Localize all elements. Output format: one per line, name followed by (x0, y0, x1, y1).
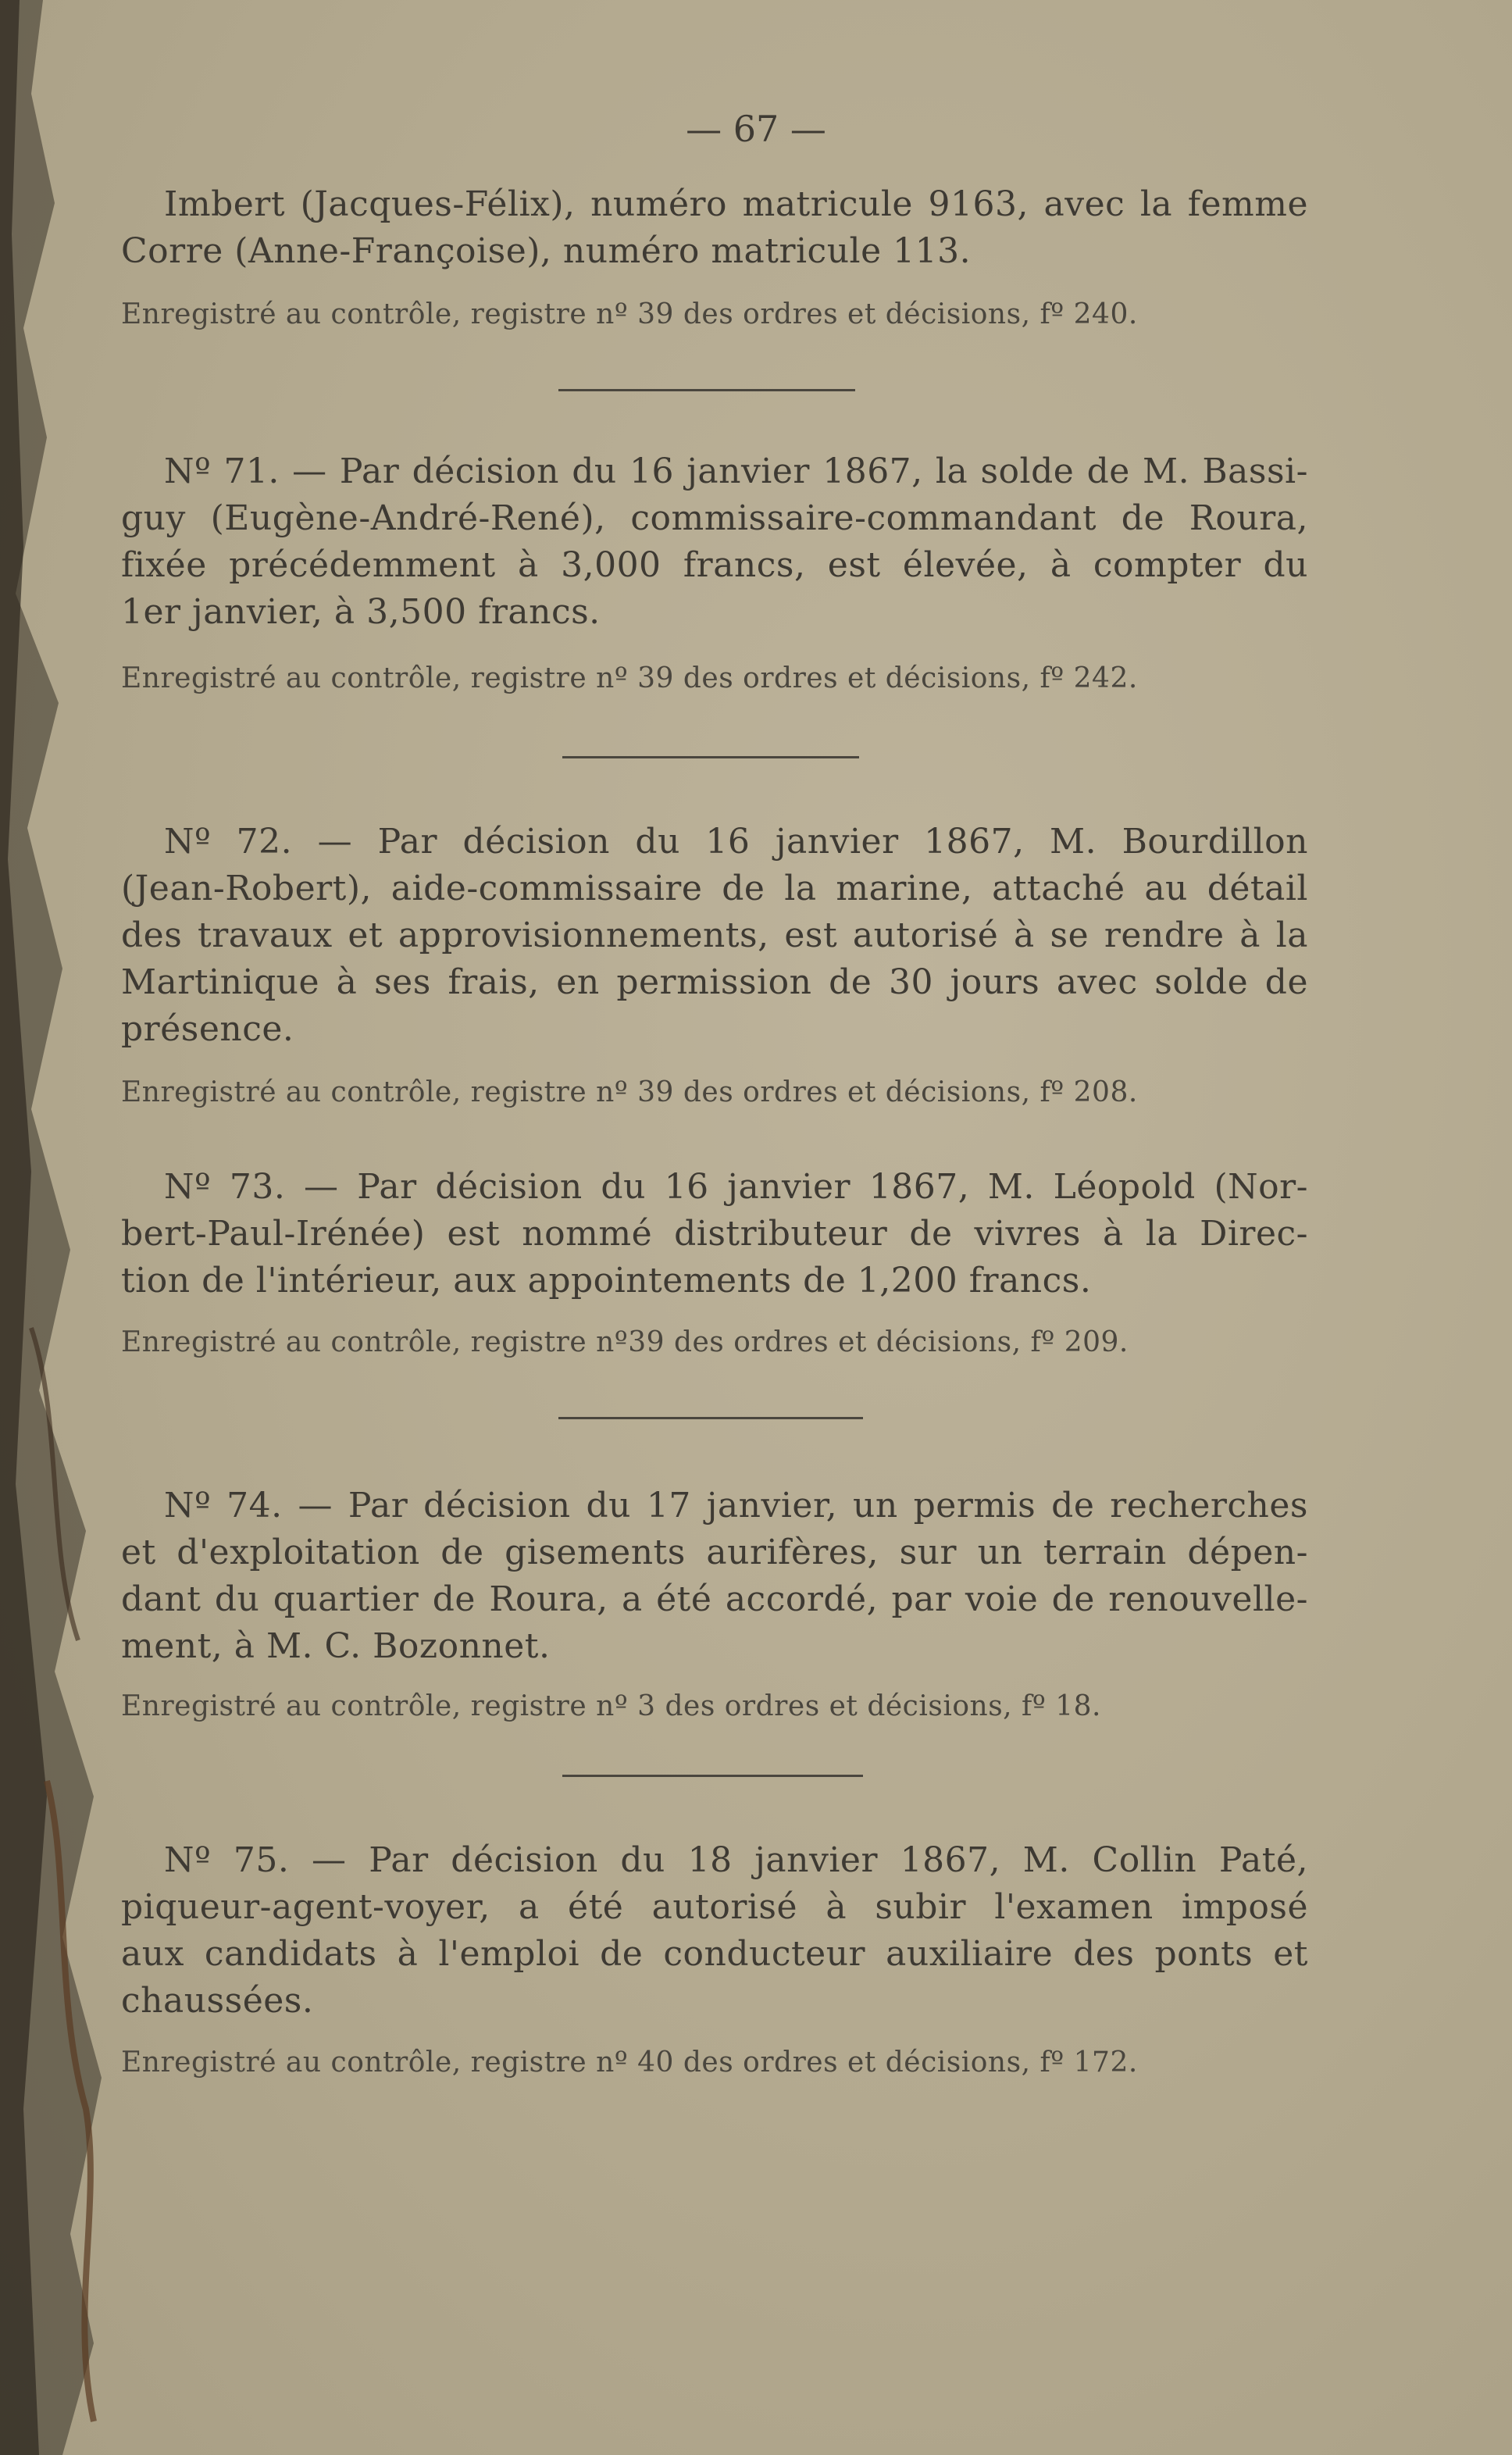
separator-rule (562, 1775, 863, 1777)
entry-73-registration: Enregistré au contrôle, registre nº39 des ordres et décisions, fº 209. (121, 1326, 1129, 1358)
entry-74-registration: Enregistré au contrôle, registre nº 3 des ordres et décisions, fº 18. (121, 1690, 1102, 1722)
entry-75-line-2: aux candidats à l'emploi de conducteur auxiliaire des ponts et (121, 1934, 1308, 1974)
entry-75-registration: Enregistré au contrôle, registre nº 40 des ordres et décisions, fº 172. (121, 2046, 1138, 2079)
separator-rule (558, 389, 855, 391)
entry-71-line-2: fixée précédemment à 3,000 francs, est élevée, à compter du (121, 545, 1308, 585)
entry-74-line-3: ment, à M. C. Bozonnet. (121, 1626, 551, 1666)
entry-73-line-1: bert-Paul-Irénée) est nommé distributeur de vivres à la Direc- (121, 1214, 1308, 1254)
entry-75-line-0: Nº 75. — Par décision du 18 janvier 1867, M. Collin Paté, (164, 1840, 1308, 1880)
entry-0-registration: Enregistré au contrôle, registre nº 39 des ordres et décisions, fº 240. (121, 298, 1138, 330)
entry-0-line-1: Corre (Anne-Françoise), numéro matricule 113. (121, 231, 972, 271)
entry-74-line-2: dant du quartier de Roura, a été accordé, par voie de renouvelle- (121, 1579, 1308, 1619)
separator-rule (558, 1417, 863, 1419)
separator-rule (562, 756, 859, 758)
entry-74-line-0: Nº 74. — Par décision du 17 janvier, un permis de recherches (164, 1486, 1308, 1525)
entry-71-line-0: Nº 71. — Par décision du 16 janvier 1867, la solde de M. Bassi- (164, 451, 1308, 491)
entry-0-line-0: Imbert (Jacques-Félix), numéro matricule 9163, avec la femme (164, 184, 1308, 224)
entry-72-line-1: (Jean-Robert), aide-commissaire de la marine, attaché au détail (121, 869, 1308, 908)
entry-72-registration: Enregistré au contrôle, registre nº 39 des ordres et décisions, fº 208. (121, 1076, 1138, 1108)
entry-75-line-3: chaussées. (121, 1981, 314, 2021)
entry-72-line-4: présence. (121, 1009, 294, 1049)
entry-74-line-1: et d'exploitation de gisements aurifères, sur un terrain dépen- (121, 1533, 1308, 1572)
entry-71-line-3: 1er janvier, à 3,500 francs. (121, 592, 601, 632)
entry-75-line-1: piqueur-agent-voyer, a été autorisé à subir l'examen imposé (121, 1887, 1308, 1927)
entry-73-line-2: tion de l'intérieur, aux appointements de 1,200 francs. (121, 1261, 1092, 1301)
page-number: — 67 — (686, 108, 826, 150)
entry-71-line-1: guy (Eugène-André-René), commissaire-commandant de Roura, (121, 498, 1308, 538)
entry-73-line-0: Nº 73. — Par décision du 16 janvier 1867, M. Léopold (Nor- (164, 1167, 1308, 1207)
entry-72-line-3: Martinique à ses frais, en permission de 30 jours avec solde de (121, 962, 1308, 1002)
entry-72-line-0: Nº 72. — Par décision du 16 janvier 1867, M. Bourdillon (164, 822, 1308, 862)
entry-72-line-2: des travaux et approvisionnements, est autorisé à se rendre à la (121, 915, 1308, 955)
entry-71-registration: Enregistré au contrôle, registre nº 39 des ordres et décisions, fº 242. (121, 662, 1138, 694)
